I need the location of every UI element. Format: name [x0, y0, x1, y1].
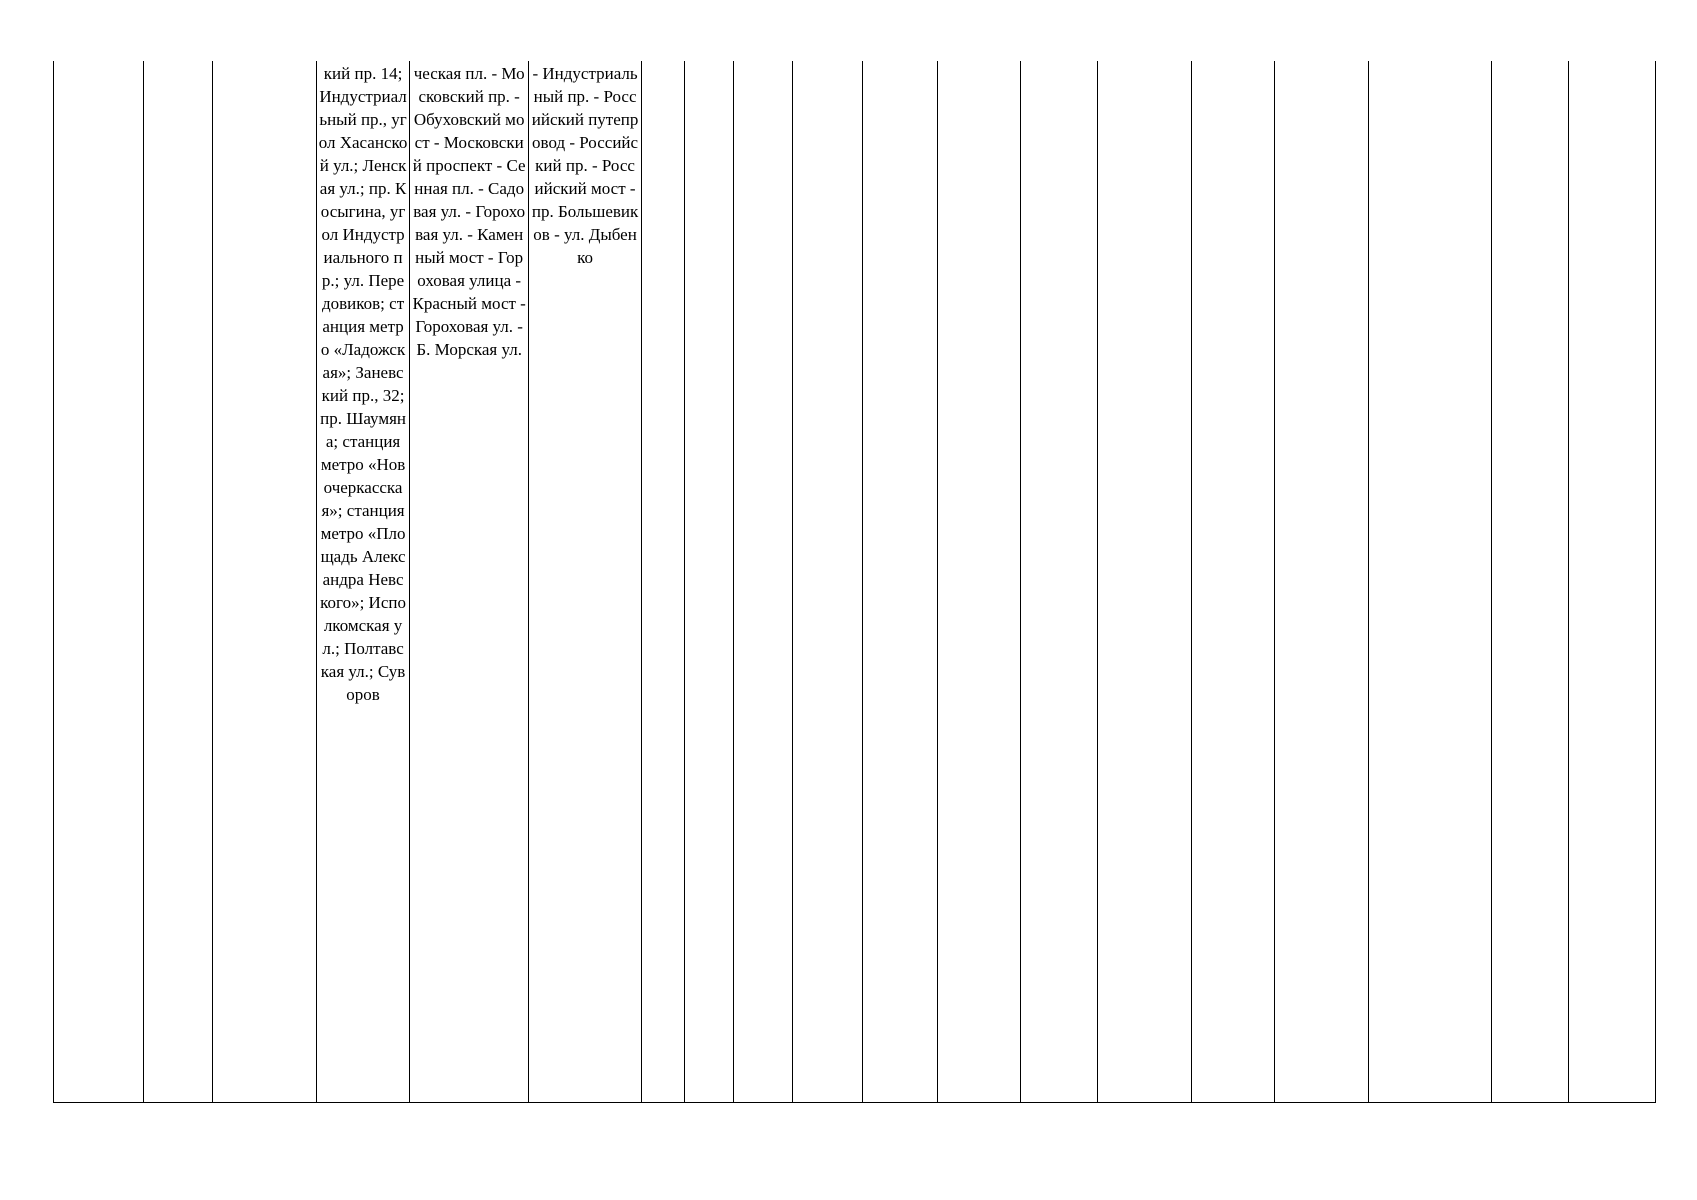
route-table: [53, 61, 1656, 1103]
table-cell-route-forward: [410, 61, 528, 1103]
table-cell-13: [1021, 61, 1097, 1103]
table-cell-19: [1569, 61, 1656, 1103]
table-cell-12: [937, 61, 1020, 1103]
table-cell-9: [733, 61, 792, 1103]
table-cell-15: [1192, 61, 1274, 1103]
table-cell-3: [212, 61, 316, 1103]
table-cell-10: [792, 61, 862, 1103]
route-backward-text: - Индустриальный пр. - Российский путепровод - Российский пр. - Российский мост - пр. Большевиков - ул. Дыбенко: [531, 64, 639, 267]
table-row: [54, 61, 1656, 1103]
table-cell-1: [54, 61, 144, 1103]
table-cell-route-backward: [528, 61, 641, 1103]
table-cell-2: [143, 61, 212, 1103]
stops-text: кий пр. 14; Индустриальный пр., угол Хасанской ул.; Ленская ул.; пр. Косыгина, угол Индустриального пр.; ул. Передовиков; станция метро «Ладожская»; Заневский пр., 32; пр. Шаумяна; станция метро «Новочеркасская»; станция метро «Площадь Александра Невского»; Исполкомская ул.; Полтавская ул.; Суворов: [318, 64, 408, 704]
table-cell-16: [1274, 61, 1369, 1103]
table-cell-17: [1369, 61, 1492, 1103]
table-cell-11: [862, 61, 937, 1103]
table-cell-7: [642, 61, 685, 1103]
table-cell-18: [1492, 61, 1569, 1103]
route-forward-text: ческая пл. - Московский пр. - Обуховский мост - Московский проспект - Сенная пл. - Садовая ул. - Гороховая ул. - Каменный мост - Гороховая улица - Красный мост - Гороховая ул. - Б. Морская ул.: [412, 64, 526, 359]
table-cell-8: [685, 61, 733, 1103]
table-cell-stops: [316, 61, 410, 1103]
table-cell-14: [1097, 61, 1192, 1103]
